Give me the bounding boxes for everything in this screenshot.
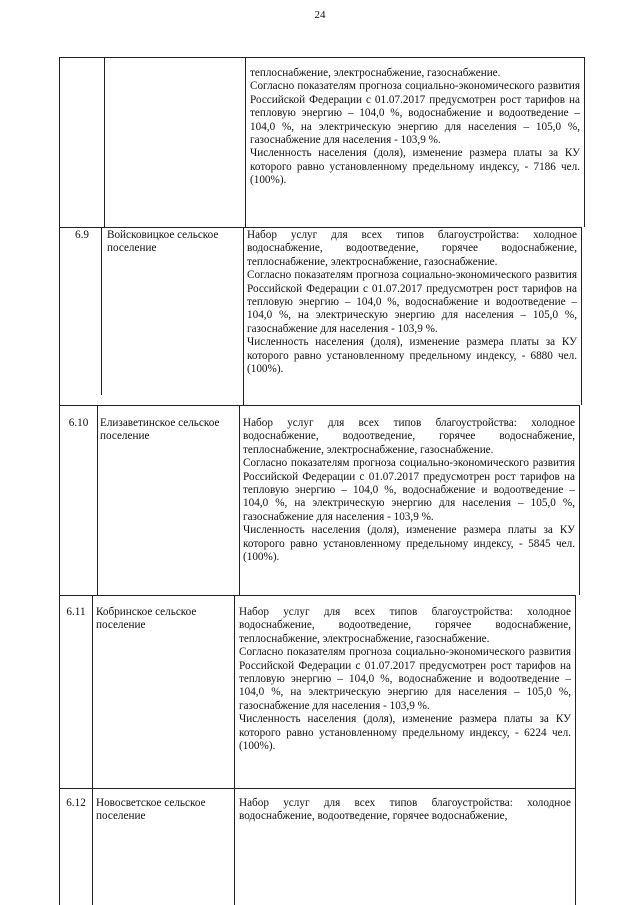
description-paragraph: Набор услуг для всех типов благоустройства: холодное водоснабжение, водоотведение, горячее водоснабжение, теплоснабжение, электроснабжение, газоснабжение.	[239, 606, 571, 645]
row-number: 6.11	[66, 606, 86, 618]
description-paragraph: Набор услуг для всех типов благоустройства: холодное водоснабжение, водоотведение, горячее водоснабжение, теплоснабжение, электроснабжение, газоснабжение.	[243, 417, 575, 456]
page-number: 24	[314, 9, 326, 21]
table-border-right	[584, 57, 585, 227]
column-divider	[104, 57, 105, 227]
description-paragraph: Согласно показателям прогноза социально-экономического развития Российской Федерации с 01.07.2017 предусмотрен рост тарифов на тепловую энергию – 104,0 %, водоснабжение и водоотведение – 104,0 %, на электрическую энергию для населения – 105,0 %, газоснабжение для населения - 103,9 %.	[243, 457, 575, 523]
description-paragraph: Набор услуг для всех типов благоустройства: холодное водоснабжение, водоотведение, горячее водоснабжение,	[239, 797, 571, 823]
row-divider	[59, 227, 582, 228]
row-divider	[59, 595, 576, 596]
column-divider	[92, 595, 93, 905]
description-paragraph: Набор услуг для всех типов благоустройства: холодное водоснабжение, водоотведение, горячее водоснабжение, теплоснабжение, электроснабжение, газоснабжение.	[247, 229, 577, 268]
description-paragraph: Численность населения (доля), изменение размера платы за КУ которого равно установленному предельному индексу, - 6224 чел. (100%).	[239, 713, 571, 753]
row-description	[247, 229, 577, 376]
row-description	[239, 606, 571, 753]
row-divider	[59, 788, 576, 789]
table-border-right	[581, 227, 582, 405]
description-paragraph: Согласно показателям прогноза социально-экономического развития Российской Федерации с 01.07.2017 предусмотрен рост тарифов на тепловую энергию – 104,0 %, водоснабжение и водоотведение – 104,0 %, на электрическую энергию для населения – 105,0 %, газоснабжение для населения - 103,9 %.	[239, 646, 571, 712]
settlement-name: Кобринское сельское поселение	[96, 606, 197, 632]
settlement-name: Елизаветинское сельское поселение	[100, 417, 220, 443]
row-number: 6.10	[68, 417, 89, 429]
description-paragraph: теплоснабжение, электроснабжение, газоснабжение.	[250, 67, 501, 79]
column-divider	[101, 227, 102, 395]
row-number: 6.12	[66, 797, 86, 809]
row-description	[250, 67, 580, 188]
table-border-left	[59, 57, 60, 905]
row-description	[243, 417, 575, 564]
column-divider	[243, 227, 244, 405]
table-border-right	[579, 405, 580, 595]
column-divider	[234, 595, 235, 905]
description-paragraph: Согласно показателям прогноза социально-экономического развития Российской Федерации с 01.07.2017 предусмотрен рост тарифов на тепловую энергию – 104,0 %, водоснабжение и водоотведение – 104,0 %, на электрическую энергию для населения – 105,0 %, газоснабжение для населения - 103,9 %.	[250, 80, 580, 147]
row-description	[239, 797, 571, 824]
column-divider	[245, 57, 246, 227]
row-number: 6.9	[75, 229, 89, 241]
description-paragraph: Согласно показателям прогноза социально-экономического развития Российской Федерации с 01.07.2017 предусмотрен рост тарифов на тепловую энергию – 104,0 %, водоснабжение и водоотведение – 104,0 %, на электрическую энергию для населения – 105,0 %, газоснабжение для населения - 103,9 %.	[247, 269, 577, 335]
column-divider	[97, 405, 98, 595]
row-divider	[59, 57, 585, 58]
description-paragraph: Численность населения (доля), изменение размера платы за КУ которого равно установленному предельному индексу, - 5845 чел. (100%).	[243, 524, 575, 564]
settlement-name: Войсковицкое сельское поселение	[107, 229, 219, 255]
description-paragraph: Численность населения (доля), изменение размера платы за КУ которого равно установленному предельному индексу, - 6880 чел. (100%).	[247, 336, 577, 376]
description-paragraph: Численность населения (доля), изменение размера платы за КУ которого равно установленному предельному индексу, - 7186 чел. (100%).	[250, 147, 580, 187]
column-divider	[239, 405, 240, 595]
settlement-name: Новосветское сельское поселение	[96, 797, 206, 823]
table-border-right	[575, 595, 576, 905]
row-divider	[59, 405, 580, 406]
